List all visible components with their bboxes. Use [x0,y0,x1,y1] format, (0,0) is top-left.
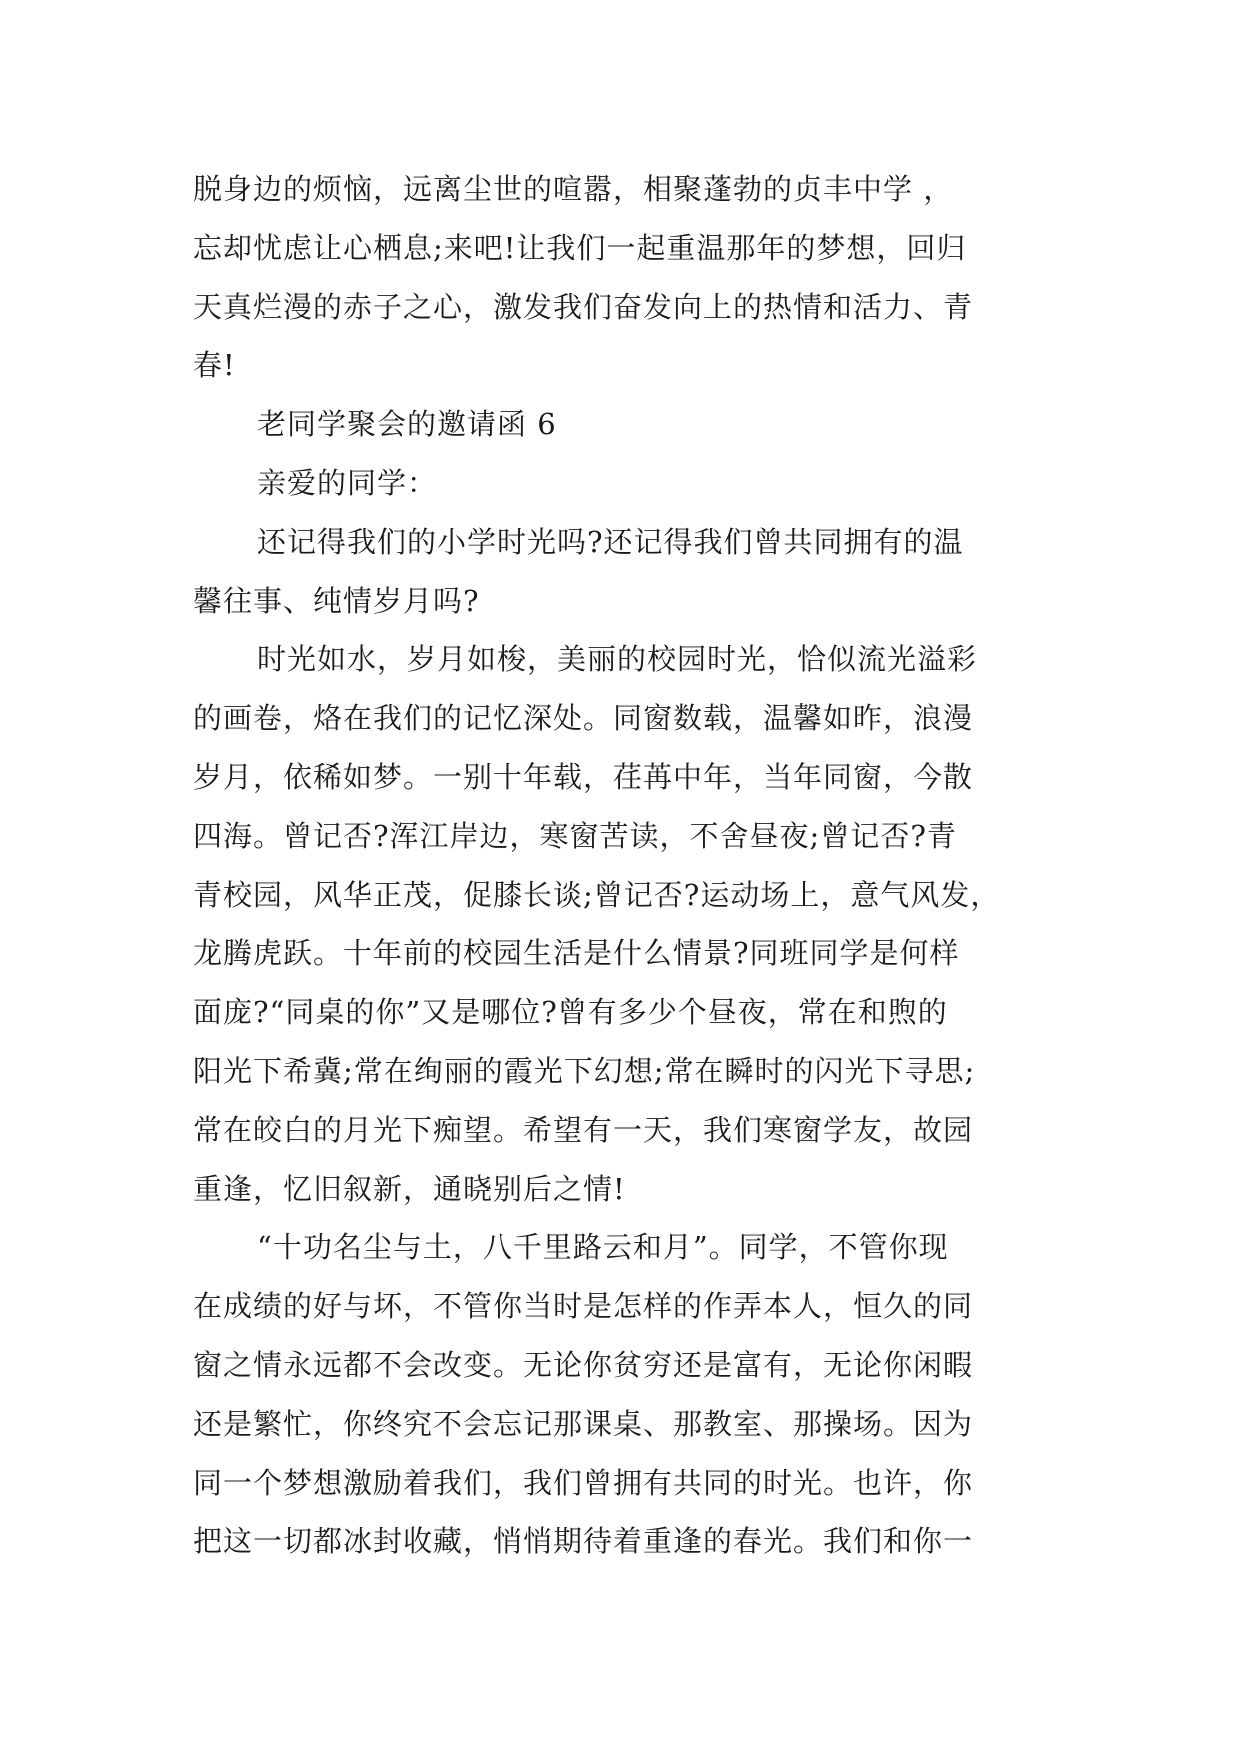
text-line: 四海。曾记否?浑江岸边，寒窗苦读，不舍昼夜;曾记否?青 [193,818,957,853]
text-line: 常在皎白的月光下痴望。希望有一天，我们寒窗学友，故园 [193,1112,974,1147]
text-line: 的画卷，烙在我们的记忆深处。同窗数载，温馨如昨，浪漫 [193,701,974,736]
text-line: 在成绩的好与坏，不管你当时是怎样的作弄本人，恒久的同 [193,1289,974,1324]
text-line: 亲爱的同学： [257,465,438,500]
text-line: 还是繁忙，你终究不会忘记那课桌、那教室、那操场。因为 [193,1406,974,1441]
text-line: 春! [193,348,236,383]
text-line: 面庞?“同桌的你”又是哪位?曾有多少个昼夜，常在和煦的 [193,995,948,1030]
text-line: 重逢，忆旧叙新，通晓别后之情! [193,1171,626,1206]
document-body [193,160,1053,1571]
text-line: 时光如水，岁月如梭，美丽的校园时光，恰似流光溢彩 [257,642,978,677]
text-line: 天真烂漫的赤子之心，激发我们奋发向上的热情和活力、青 [193,289,974,324]
text-line: 龙腾虎跃。十年前的校园生活是什么情景?同班同学是何样 [193,936,960,971]
text-line: “十功名尘与土，八千里路云和月”。同学，不管你现 [257,1230,949,1265]
text-line: 馨往事、纯情岁月吗? [193,583,480,618]
text-line: 脱身边的烦恼，远离尘世的喧嚣，相聚蓬勃的贞丰中学 ， [193,172,954,206]
text-line: 还记得我们的小学时光吗?还记得我们曾共同拥有的温 [257,524,964,559]
text-line: 把这一切都冰封收藏，悄悄期待着重逢的春光。我们和你一 [193,1524,974,1559]
text-line: 老同学聚会的邀请函 6 [257,407,557,442]
text-line: 青校园，风华正茂，促膝长谈;曾记否?运动场上，意气风发， [193,877,1001,912]
text-line: 窗之情永远都不会改变。无论你贫穷还是富有，无论你闲暇 [193,1347,974,1382]
text-line: 岁月，依稀如梦。一别十年载，荏苒中年，当年同窗，今散 [193,759,974,794]
text-line: 阳光下希冀;常在绚丽的霞光下幻想;常在瞬时的闪光下寻思; [193,1053,976,1088]
text-line: 忘却忧虑让心栖息;来吧!让我们一起重温那年的梦想，回归 [193,230,967,265]
text-line: 同一个梦想激励着我们，我们曾拥有共同的时光。也许，你 [193,1465,974,1500]
